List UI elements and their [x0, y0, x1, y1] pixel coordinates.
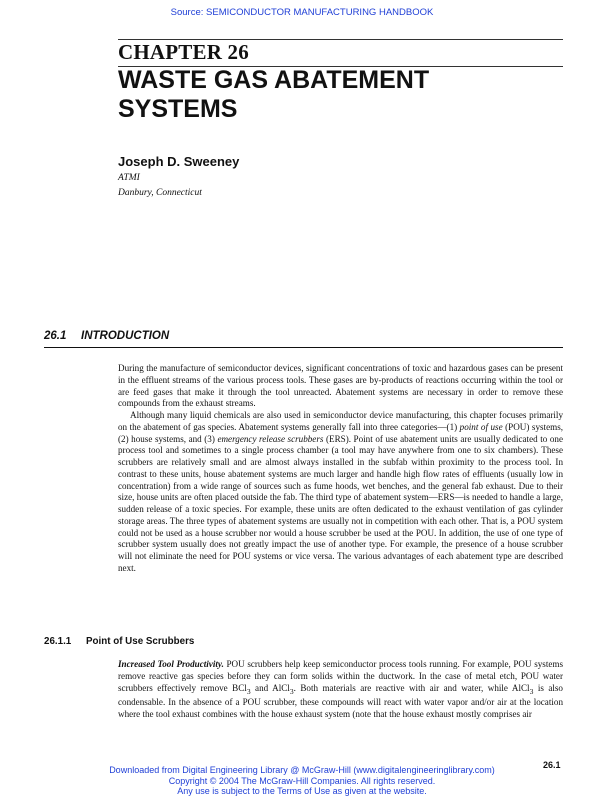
text-run: . Both materials are reactive with air and water, while AlCl [293, 682, 530, 693]
footer-terms[interactable]: Any use is subject to the Terms of Use as given at the website. [177, 786, 427, 796]
page-number: 26.1 [543, 760, 561, 770]
intro-paragraph-1: During the manufacture of semiconductor devices, significant concentrations of toxic and hazardous gases can be present in the effluent streams of the various process tools. These gases are by-products of reactions occurring within the tool or are feed gases that make it through the tool unreacted. Abatement systems are necessary in order to remove these compounds from the exhaust streams. [118, 363, 563, 409]
term-emergency-release: emergency release scrubbers [217, 433, 324, 444]
section-heading [44, 330, 169, 342]
footer-download-link[interactable]: Downloaded from Digital Engineering Library @ McGraw-Hill (www.digitalengineeringlibrary.com) [109, 765, 495, 775]
pou-paragraph [118, 659, 563, 721]
subsection-number: 26.1.1 [44, 636, 72, 647]
subsection-title: Point of Use Scrubbers [86, 636, 195, 647]
text-run: is also condensable. In the absence of a POU scrubber, these compounds will react with water vapor and/or air at the location where the tool exhaust combines with the house exhaust system (note that the house exhaust mostly comprises air [118, 682, 563, 719]
section-number: 26.1 [44, 330, 67, 342]
text-run: POU scrubbers help keep semiconductor process tools running. For example, POU systems remove reactive gas species before they can form solids within the ductwork. In the case of metal etch, POU water scrubbers effectively remove BCl [118, 659, 563, 693]
term-point-of-use: point of use [459, 421, 503, 432]
chapter-title [118, 66, 568, 124]
subscript: 3 [246, 686, 251, 696]
author-name: Joseph D. Sweeney [118, 154, 240, 169]
author-location: Danbury, Connecticut [118, 188, 202, 198]
subsection-heading [44, 636, 194, 647]
intro-paragraph-2 [118, 410, 563, 575]
text-run: (ERS). Point of use abatement units are usually dedicated to one process tool and sometimes to a single process chamber (a tool may have anywhere from one to six chambers). These scrubbers are relatively small and are almost always installed in the subfab within proximity to the process tool. In contrast to these units, house abatement systems are much larger and handle high flow rates of effluents (usually low in concentration) from a wide range of sources such as fume hoods, wet benches, and the general fab exhaust. Due to their size, house units are often placed outside the fab. The third type of abatement system—ERS—is needed to handle a large, sudden release of a toxic species. For example, these units are often dedicated to the exhaust ventilation of gas cylinder storage areas. The three types of abatement systems are usually not in competition with each other. That is, a POU system could not be used as a house scrubber nor would a house scrubber be used at the POU. In addition, the use of one type of scrubber system usually does not greatly impact the use of another type. For example, the presence of a house scrubber will not eliminate the need for POU systems or vice versa. The various advantages of each abatement type are described next. [118, 433, 563, 573]
section-rule [44, 347, 563, 348]
chapter-title-line-2: SYSTEMS [118, 95, 238, 123]
chapter-title-line-1: WASTE GAS ABATEMENT [118, 66, 430, 94]
subscript: 3 [529, 686, 534, 696]
footer [0, 765, 604, 797]
footer-copyright: Copyright © 2004 The McGraw-Hill Companies. All rights reserved. [168, 775, 436, 786]
subsection-body [118, 659, 563, 721]
section-body [118, 363, 563, 575]
text-run: and AlCl [250, 682, 290, 693]
section-title: INTRODUCTION [81, 330, 170, 342]
author-org: ATMI [118, 173, 140, 183]
text-run: Although many liquid chemicals are also used in semiconductor device manufacturing, this chapter focuses primarily on the abatement of gas species. Abatement systems generally fall into three categories—(1) [118, 410, 563, 432]
text-run: (POU) systems, (2) house systems, and (3) [118, 421, 564, 444]
source-header[interactable]: Source: SEMICONDUCTOR MANUFACTURING HANDBOOK [170, 7, 434, 18]
subscript: 3 [289, 686, 294, 696]
chapter-label: CHAPTER 26 [118, 40, 249, 64]
author-affiliation [118, 171, 202, 201]
runin-heading: Increased Tool Productivity. [118, 659, 224, 669]
